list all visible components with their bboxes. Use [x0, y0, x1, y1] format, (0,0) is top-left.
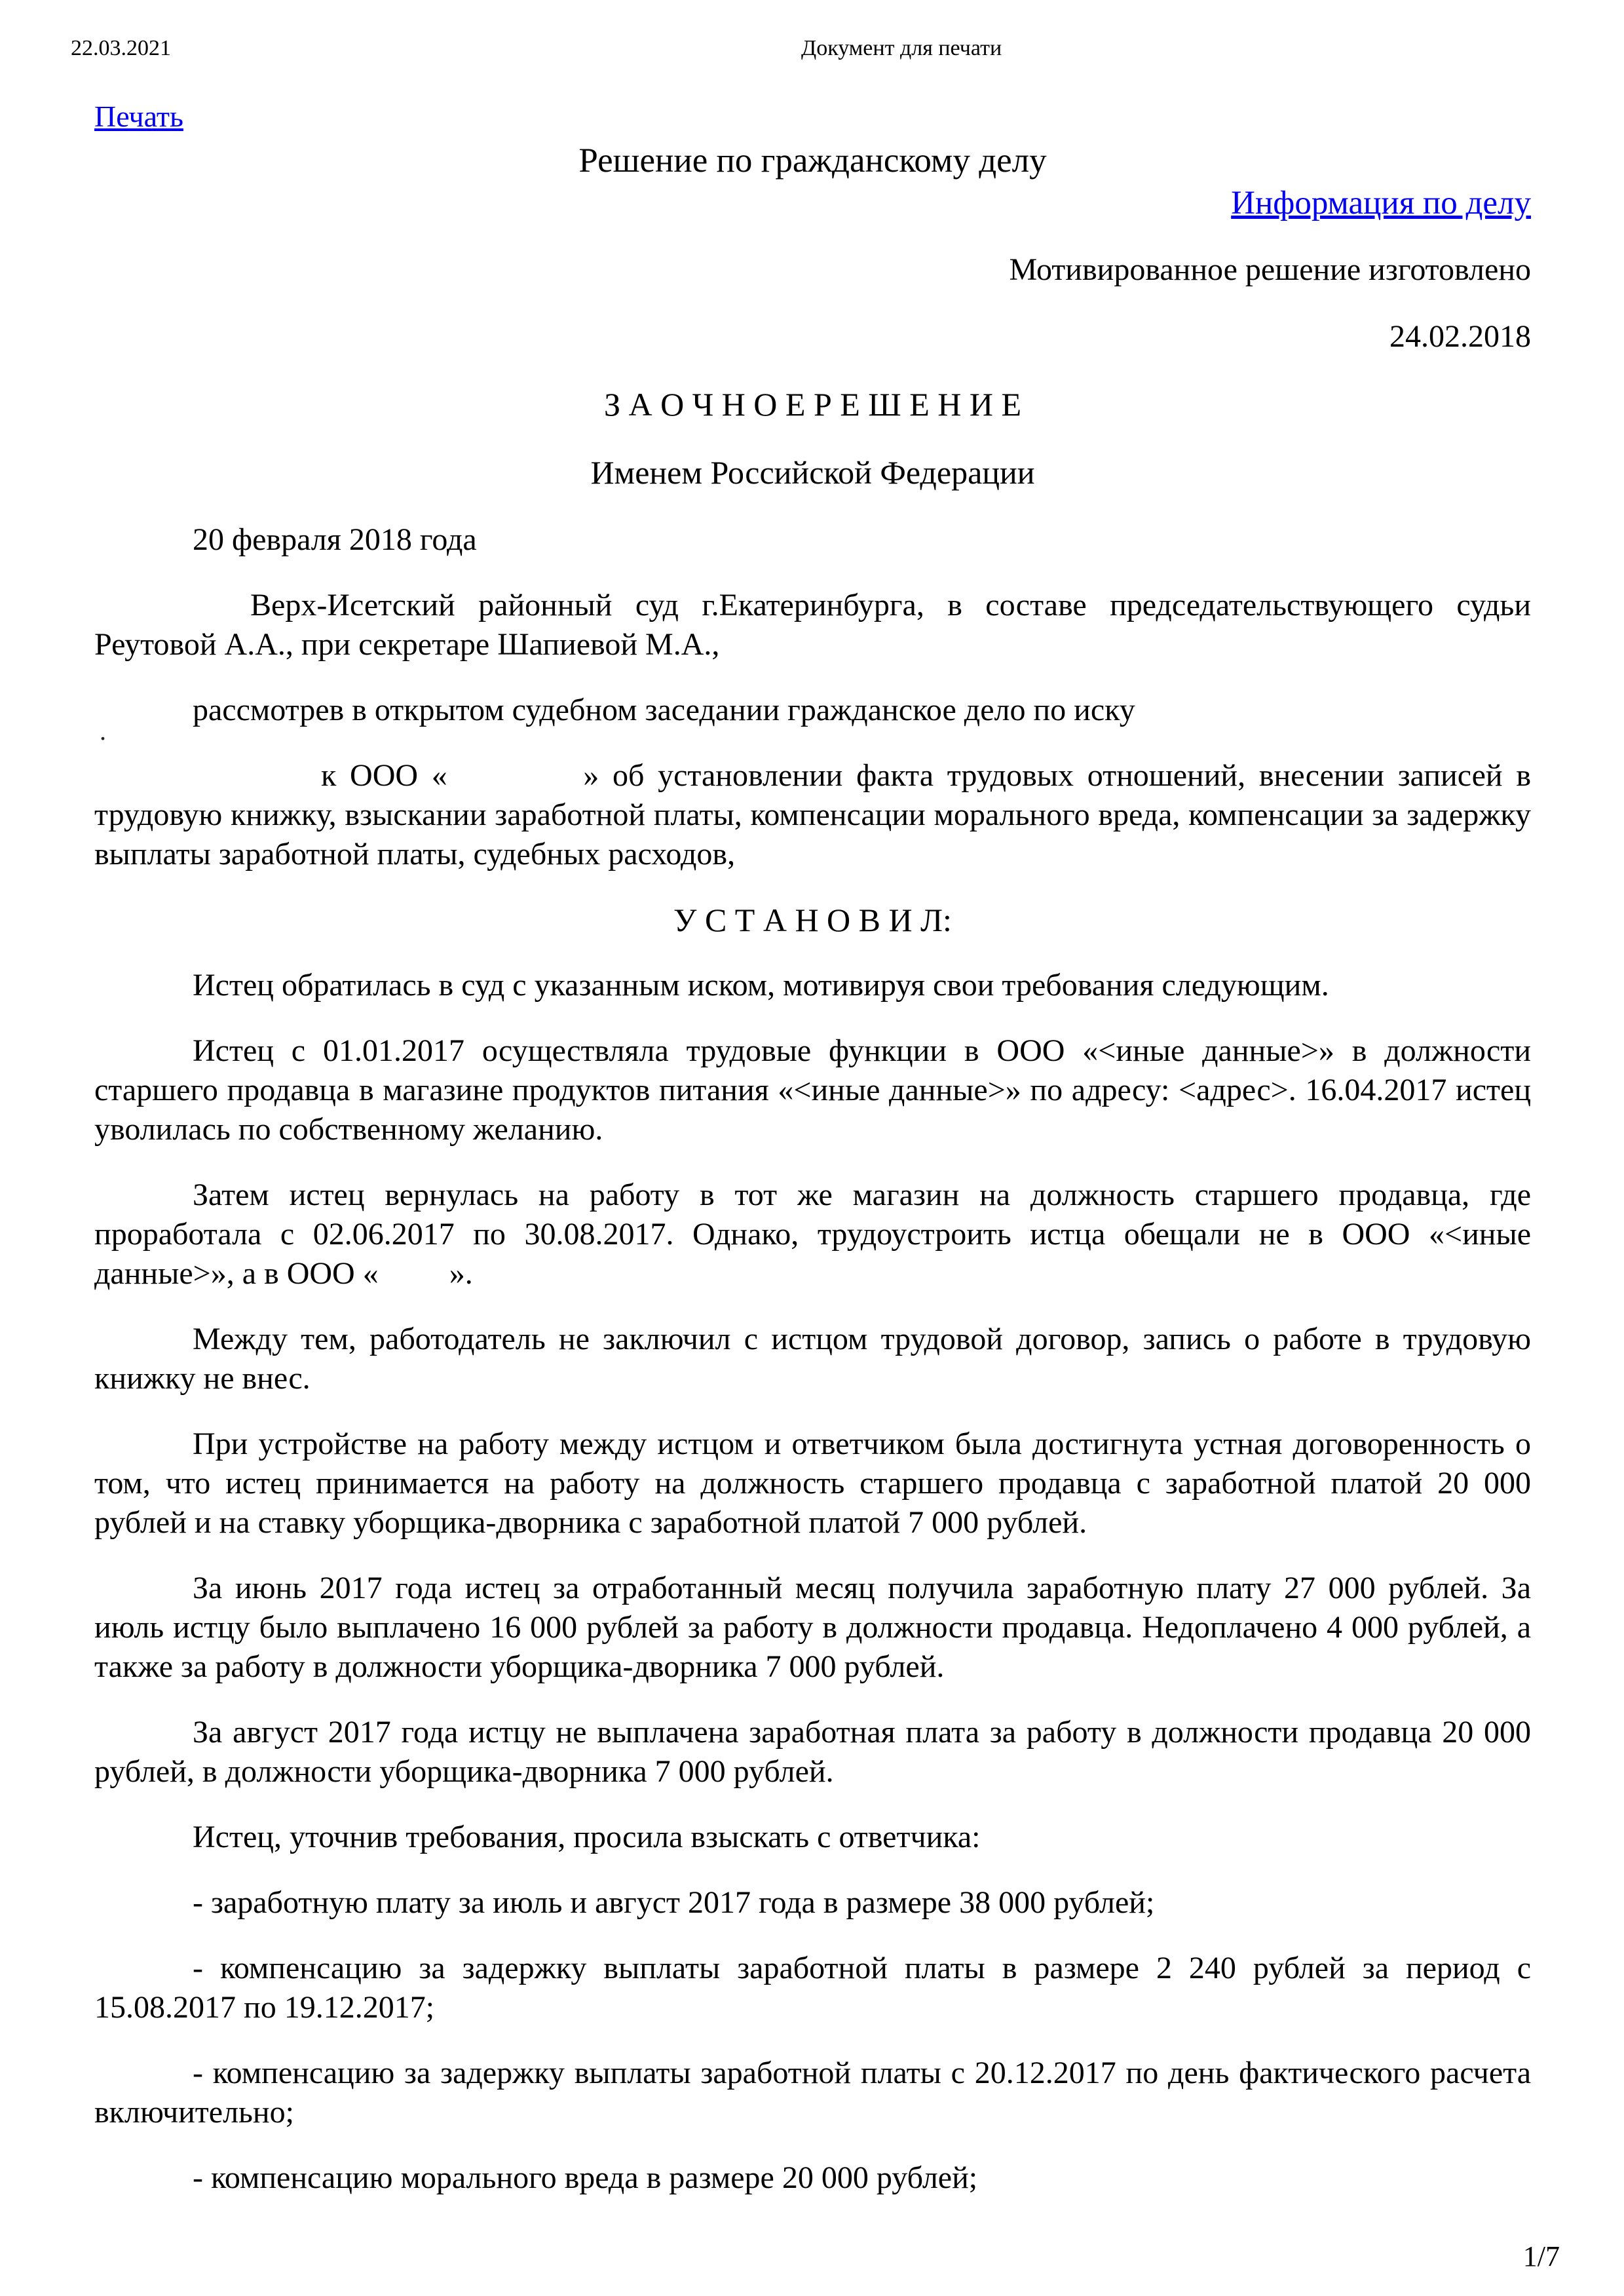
document-title: Решение по гражданскому делу — [578, 142, 1047, 180]
browser-print-header — [0, 34, 1624, 63]
paragraph: 20 февраля 2018 года — [193, 522, 477, 557]
print-link[interactable]: Печать — [94, 100, 183, 133]
paragraph: Истец обратилась в суд с указанным иском, мотивируя свои требования следующим. — [193, 968, 1329, 1003]
paragraph: Между тем, работодатель не заключил с истцом трудовой договор, запись о работе в трудовую книжку не внес. — [94, 1322, 1531, 1396]
section-heading: У С Т А Н О В И Л: — [673, 902, 952, 938]
case-info-link[interactable]: Информация по делу — [1231, 185, 1531, 221]
print-page-title: Документ для печати — [801, 36, 1002, 60]
paragraph: - компенсацию морального вреда в размере 20 000 рублей; — [193, 2160, 978, 2195]
print-link-row — [94, 95, 1531, 138]
case-info-row — [94, 183, 1531, 223]
heading-absentee-decision: З А О Ч Н О Е Р Е Ш Е Н И Е — [603, 386, 1022, 423]
paragraph: - компенсацию за задержку выплаты заработной платы с 20.12.2017 по день фактического расчета включительно; — [94, 2056, 1531, 2130]
heading-in-the-name: Именем Российской Федерации — [590, 454, 1035, 491]
document-content — [94, 95, 1531, 2198]
paragraph: - компенсацию за задержку выплаты заработной платы в размере 2 240 рублей за период с 15.08.2017 по 19.12.2017; — [94, 1951, 1531, 2025]
paragraph: За август 2017 года истцу не выплачена заработная плата за работу в должности продавца 20 000 рублей, в должности уборщика-дворника 7 000 рублей. — [94, 1715, 1531, 1789]
paragraph: рассмотрев в открытом судебном заседании гражданское дело по иску — [193, 693, 1135, 727]
paragraph: Затем истец вернулась на работу в тот же магазин на должность старшего продавца, где проработала с 02.06.2017 по 30.08.2017. Однако, трудоустроить истца обещали не в ООО «<иные данные>», а в ООО « ». — [94, 1177, 1531, 1291]
paragraph: При устройстве на работу между истцом и ответчиком была достигнута устная договоренность о том, что истец принимается на работу на должность старшего продавца с заработной платой 20 000 рублей и на ставку уборщика-дворника с заработной платой 7 000 рублей. — [94, 1426, 1531, 1540]
paragraph: Истец с 01.01.2017 осуществляла трудовые функции в ООО «<иные данные>» в должности старшего продавца в магазине продуктов питания «<иные данные>» по адресу: <адрес>. 16.04.2017 истец уволилась по собственному желанию. — [94, 1033, 1531, 1147]
page-number: 1/7 — [1522, 2240, 1560, 2272]
paragraph: За июнь 2017 года истец за отработанный месяц получила заработную плату 27 000 рублей. За июль истцу было выплачено 16 000 рублей за работу в должности продавца. Недоплачено 4 000 рублей, а также за работу в должности уборщика-дворника 7 000 рублей. — [94, 1571, 1531, 1684]
paragraph: Верх-Исетский районный суд г.Екатеринбурга, в составе председательствующего судьи Реутовой А.А., при секретаре Шапиевой М.А., — [94, 588, 1531, 662]
decision-date: 24.02.2018 — [1389, 319, 1531, 354]
paragraph: к ООО « » об установлении факта трудовых отношений, внесении записей в трудовую книжку, взыскании заработной платы, компенсации морального вреда, компенсации за задержку выплаты заработной платы, судебных расходов, — [94, 758, 1531, 871]
print-date: 22.03.2021 — [71, 36, 171, 60]
paragraph: Истец, уточнив требования, просила взыскать с ответчика: — [193, 1820, 981, 1854]
paragraph: - заработную плату за июль и август 2017 года в размере 38 000 рублей; — [193, 1885, 1155, 1920]
stray-mark: . — [100, 716, 106, 746]
decision-ready-note: Мотивированное решение изготовлено — [1009, 252, 1531, 287]
paragraphs — [94, 520, 1531, 2198]
